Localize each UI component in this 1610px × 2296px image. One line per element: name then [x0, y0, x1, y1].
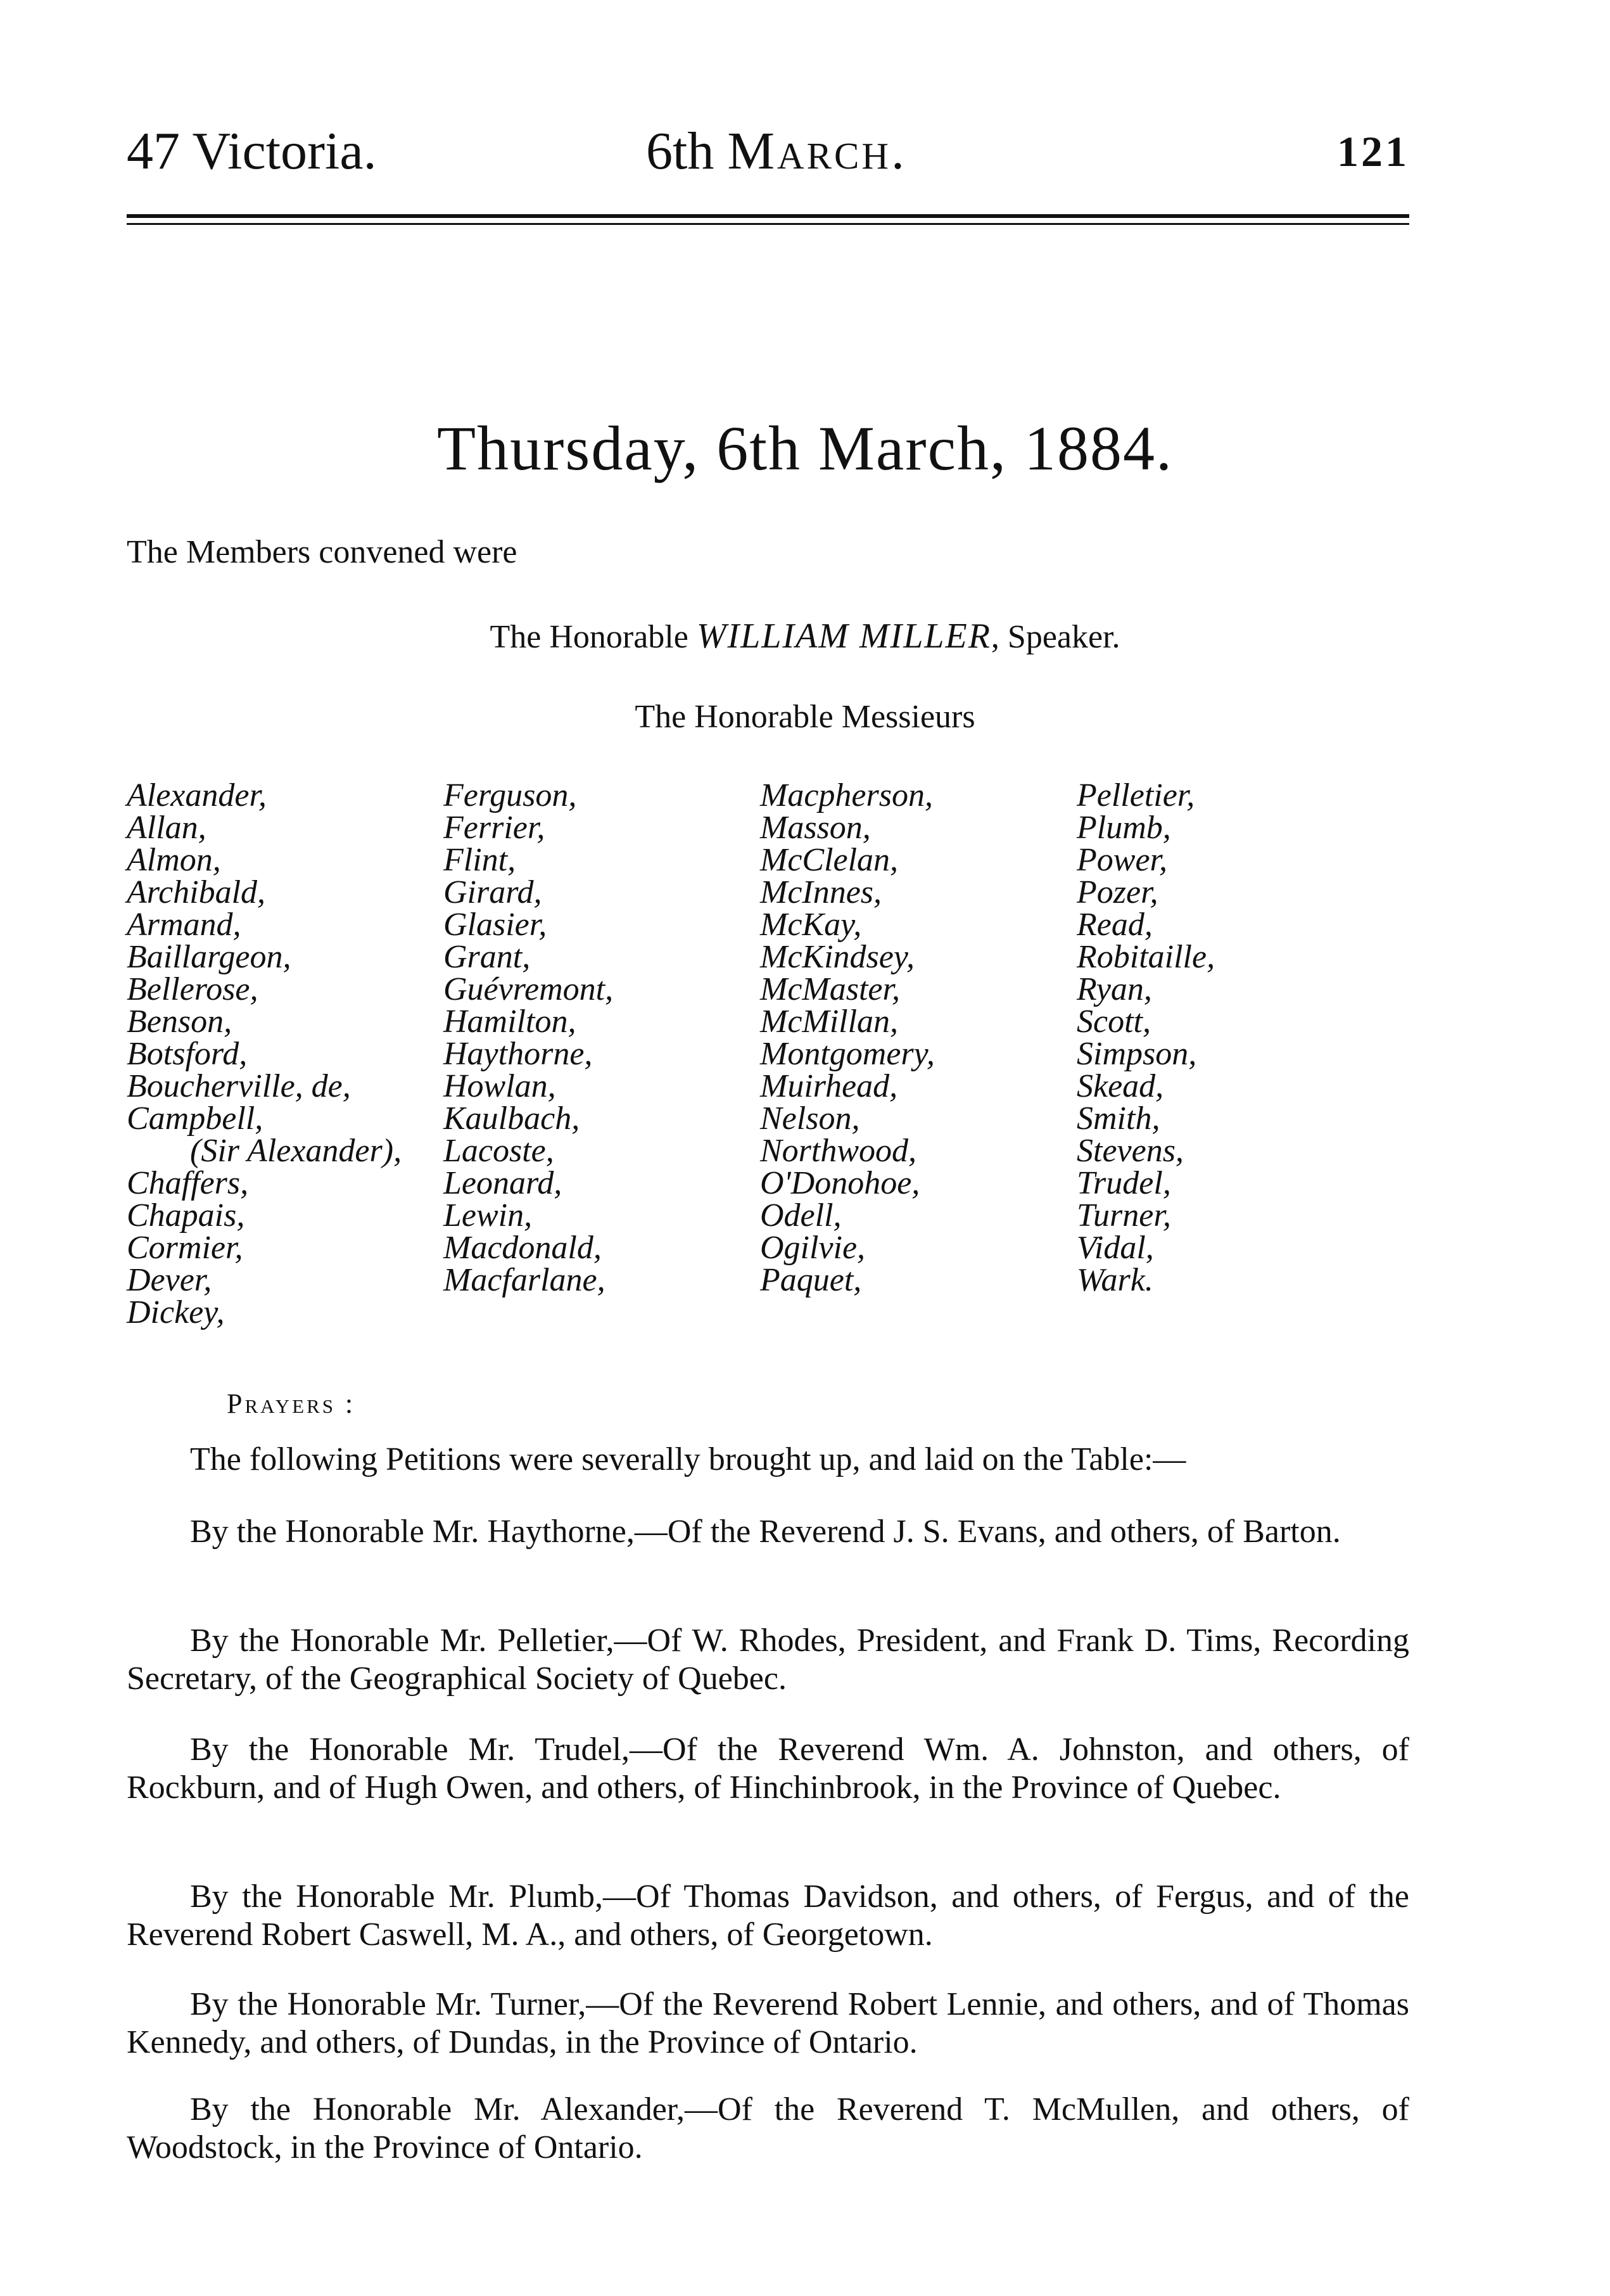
member-name: Macfarlane,	[443, 1262, 605, 1298]
member-name: Paquet,	[760, 1262, 862, 1298]
member-name: Flint,	[443, 842, 516, 878]
member-name: Plumb,	[1077, 810, 1171, 846]
petition-paragraph: By the Honorable Mr. Turner,—Of the Reverend Robert Lennie, and others, and of Thomas Kennedy, and others, of Dundas, in the Province of Ontario.	[127, 1986, 1409, 2060]
member-name: Muirhead,	[760, 1068, 898, 1104]
header-rule-thick	[127, 214, 1409, 218]
speaker-prefix: The Honorable	[490, 619, 697, 655]
member-name: Pelletier,	[1077, 777, 1195, 813]
page-title: Thursday, 6th March, 1884.	[437, 413, 1173, 483]
header-date	[646, 120, 907, 182]
member-name: Skead,	[1077, 1068, 1164, 1104]
member-name: Guévremont,	[443, 971, 614, 1007]
member-name: Odell,	[760, 1197, 842, 1234]
petition-paragraph: By the Honorable Mr. Haythorne,—Of the Reverend J. S. Evans, and others, of Barton.	[190, 1514, 1341, 1550]
member-name: McMillan,	[760, 1004, 899, 1040]
members-column-1	[127, 779, 402, 1329]
member-name: Lacoste,	[443, 1133, 554, 1169]
page-number: 121	[1337, 127, 1409, 175]
member-name: Read,	[1077, 907, 1153, 943]
member-name: Macpherson,	[760, 777, 933, 813]
member-name: McClelan,	[760, 842, 899, 878]
member-name: McMaster,	[760, 971, 900, 1007]
member-name: Nelson,	[760, 1100, 860, 1137]
member-name: Chapais,	[127, 1197, 245, 1234]
convened-line: The Members convened were	[127, 534, 517, 570]
member-name: Stevens,	[1077, 1133, 1184, 1169]
member-name: Chaffers,	[127, 1165, 249, 1201]
petition-paragraph: By the Honorable Mr. Pelletier,—Of W. Rhodes, President, and Frank D. Tims, Recording Secretary, of the Geographical Society of Quebec.	[127, 1623, 1409, 1697]
member-name: Dever,	[127, 1262, 212, 1298]
member-name: Almon,	[127, 842, 221, 878]
member-name: Lewin,	[443, 1197, 533, 1234]
member-name: Ryan,	[1077, 971, 1152, 1007]
members-column-3	[760, 779, 935, 1296]
member-name: Wark.	[1077, 1262, 1153, 1298]
member-name: Haythorne,	[443, 1036, 593, 1072]
petition-paragraph: By the Honorable Mr. Alexander,—Of the Reverend T. McMullen, and others, of Woodstock, in the Province of Ontario.	[127, 2091, 1409, 2165]
member-name: Northwood,	[760, 1133, 917, 1169]
petition-paragraph: By the Honorable Mr. Trudel,—Of the Reverend Wm. A. Johnston, and others, of Rockburn, and of Hugh Owen, and others, of Hinchinbrook, in the Province of Quebec.	[127, 1732, 1409, 1806]
member-name: Alexander,	[127, 777, 267, 813]
member-name: Howlan,	[443, 1068, 556, 1104]
member-name: O'Donohoe,	[760, 1165, 920, 1201]
speaker-name: WILLIAM MILLER	[696, 616, 991, 656]
member-name: Bellerose,	[127, 971, 258, 1007]
member-name: Armand,	[127, 907, 241, 943]
member-name: Dickey,	[127, 1294, 225, 1330]
member-name: Simpson,	[1077, 1036, 1197, 1072]
members-column-2	[443, 779, 613, 1296]
member-name: (Sir Alexander),	[190, 1133, 402, 1169]
speaker-suffix: , Speaker.	[991, 619, 1120, 655]
member-name: McKay,	[760, 907, 862, 943]
member-name: Glasier,	[443, 907, 547, 943]
member-name: McKindsey,	[760, 939, 915, 975]
prayers-heading: Prayers :	[227, 1388, 356, 1419]
member-name: Scott,	[1077, 1004, 1151, 1040]
member-name: Macdonald,	[443, 1230, 602, 1266]
member-name: Vidal,	[1077, 1230, 1154, 1266]
member-name: Masson,	[760, 810, 871, 846]
member-name: Power,	[1077, 842, 1167, 878]
member-name: Benson,	[127, 1004, 232, 1040]
member-name: Boucherville, de,	[127, 1068, 351, 1104]
running-header	[127, 120, 1409, 196]
member-name: Botsford,	[127, 1036, 248, 1072]
member-name: Turner,	[1077, 1197, 1171, 1234]
member-name: Baillargeon,	[127, 939, 291, 975]
member-name: Montgomery,	[760, 1036, 935, 1072]
header-session: 47 Victoria.	[127, 122, 377, 181]
member-name: Grant,	[443, 939, 531, 975]
member-name: Ferguson,	[443, 777, 577, 813]
member-name: Hamilton,	[443, 1004, 576, 1040]
member-name: Smith,	[1077, 1100, 1160, 1137]
petitions-intro: The following Petitions were severally brought up, and laid on the Table:—	[190, 1441, 1186, 1477]
messieurs-line: The Honorable Messieurs	[635, 699, 975, 735]
member-name: Allan,	[127, 810, 206, 846]
header-date-month: March.	[727, 122, 907, 181]
member-name: Archibald,	[127, 874, 266, 910]
member-name: Campbell,	[127, 1100, 263, 1137]
member-name: Ogilvie,	[760, 1230, 866, 1266]
member-name: Kaulbach,	[443, 1100, 580, 1137]
member-name: Ferrier,	[443, 810, 545, 846]
speaker-line	[0, 616, 1610, 656]
member-name: Leonard,	[443, 1165, 562, 1201]
member-name: Pozer,	[1077, 874, 1158, 910]
member-name: Robitaille,	[1077, 939, 1215, 975]
member-name: Trudel,	[1077, 1165, 1171, 1201]
header-rule-thin	[127, 223, 1409, 225]
petition-paragraph: By the Honorable Mr. Plumb,—Of Thomas Davidson, and others, of Fergus, and of the Reverend Robert Caswell, M. A., and others, of Georgetown.	[127, 1878, 1409, 1953]
member-name: Girard,	[443, 874, 542, 910]
member-name: McInnes,	[760, 874, 882, 910]
header-date-day: 6th	[646, 122, 728, 181]
members-column-4	[1077, 779, 1215, 1296]
member-name: Cormier,	[127, 1230, 243, 1266]
